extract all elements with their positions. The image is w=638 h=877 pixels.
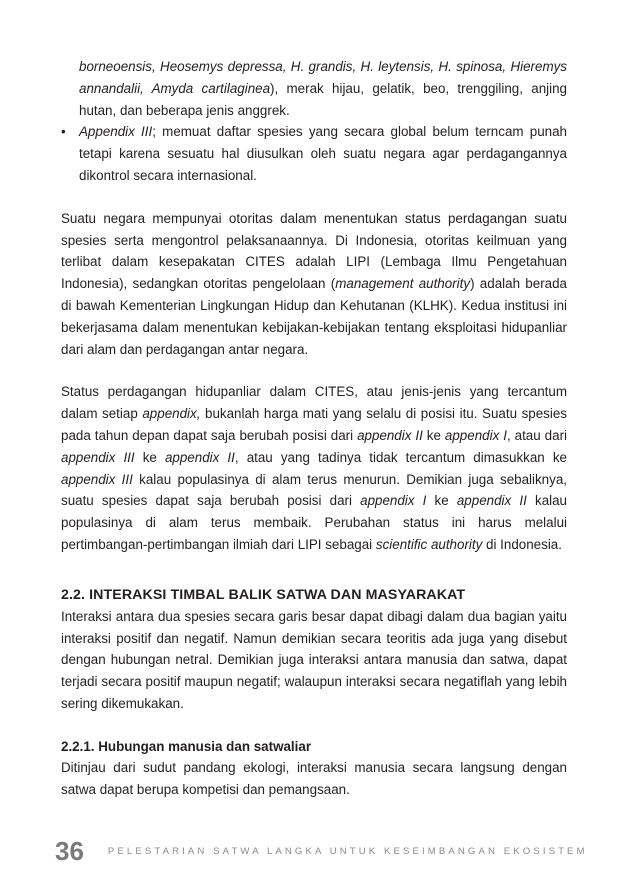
text-run: di Indonesia. <box>482 536 562 552</box>
italic-run: appendix III <box>61 449 135 465</box>
text-run: kalau populasinya di alam terus menurun. Demikian juga sebaliknya, suatu spesies dapat saja berubah posisi dari <box>61 471 567 509</box>
text-run: ke <box>426 493 457 509</box>
text-run: ke <box>134 449 165 465</box>
section-paragraph: Interaksi antara dua spesies secara garis besar dapat dibagi dalam dua bagian yaitu interaksi positif dan negatif. Namun demikian secara teoritis ada juga yang disebut dengan hubungan netral. Demikian juga interaksi antara manusia dan satwa, dapat terjadi secara positif maupun negatif; walaupun interaksi secara negatiflah yang lebih sering dikemukakan. <box>61 608 567 711</box>
italic-run: management authority <box>335 276 471 292</box>
text-run: kalau populasinya di alam terus membaik. Perubahan status ini harus melalui pertimbangan-pertimbangan ilmiah dari LIPI sebagai <box>61 493 568 552</box>
subsection-paragraph: Ditinjau dari sudut pandang ekologi, interaksi manusia secara langsung dengan satwa dapat berupa kompetisi dan pemangsaan. <box>61 759 567 797</box>
italic-run: appendix II <box>357 427 423 443</box>
italic-run: scientific authority <box>375 536 483 552</box>
italic-run: appendix III <box>61 471 133 487</box>
text-run: Suatu negara mempunyai otoritas dalam menentukan status perdagangan suatu spesies serta mengontrol pelaksanaannya. Di Indonesia, otoritas keilmuan yang terlibat dalam kesepakatan CITES adalah LIPI (Lembaga Ilmu Pengetahuan Indonesia), sedangkan otoritas pengelolaan ( <box>61 210 567 292</box>
text-run: ke <box>422 427 445 443</box>
text-run: bukanlah harga mati yang selalu di posisi itu. Suatu spesies pada tahun depan dapat saja berubah posisi dari <box>61 406 567 443</box>
paragraph-authority <box>61 208 567 361</box>
appendix-iii-text: ; memuat daftar spesies yang secara global belum terncam punah tetapi karena sesuatu hal diusulkan oleh suatu negara agar perdagangannya dikontrol secara internasional. <box>79 124 567 183</box>
paragraph-trade-status <box>61 381 567 555</box>
text-run: Status perdagangan hidupanliar dalam CITES, atau jenis-jenis yang tercantum dalam setiap <box>61 384 567 422</box>
italic-run: appendix II <box>456 493 527 509</box>
bullet-icon: • <box>61 124 66 140</box>
italic-run: appendix I <box>360 493 427 509</box>
list-continuation <box>61 56 567 121</box>
italic-run: appendix II <box>164 449 235 465</box>
species-list-tail: ), merak hijau, gelatik, beo, trenggiling, anjing hutan, dan beberapa jenis anggrek. <box>79 80 567 118</box>
running-title: PELESTARIAN SATWA LANGKA UNTUK KESEIMBANGAN EKOSISTEM <box>107 845 588 857</box>
species-list-italic: borneoensis, Heosemys depressa, H. grandis, H. leytensis, H. spinosa, Hieremys annandalii, Amyda cartilaginea <box>79 59 567 96</box>
italic-run: appendix I <box>444 427 507 443</box>
page-number: 36 <box>55 835 84 866</box>
section-heading: 2.2. INTERAKSI TIMBAL BALIK SATWA DAN MASYARAKAT <box>61 586 466 603</box>
text-run: , atau yang tadinya tidak tercantum dimasukkan ke <box>234 449 567 465</box>
page-body <box>61 56 567 800</box>
page-footer <box>55 832 595 870</box>
text-run: , atau dari <box>506 427 567 443</box>
subsection-heading: 2.2.1. Hubungan manusia dan satwaliar <box>61 738 312 754</box>
appendix-iii-title: Appendix III <box>79 124 153 140</box>
italic-run: appendix, <box>142 406 201 422</box>
list-item-appendix-iii <box>61 121 567 186</box>
text-run: ) adalah berada di bawah Kementerian Lingkungan Hidup dan Kehutanan (KLHK). Kedua institusi ini bekerjasama dalam menentukan kebijakan-kebijakan tentang eksploitasi hidupanliar dari alam dan perdagangan antar negara. <box>61 276 567 357</box>
